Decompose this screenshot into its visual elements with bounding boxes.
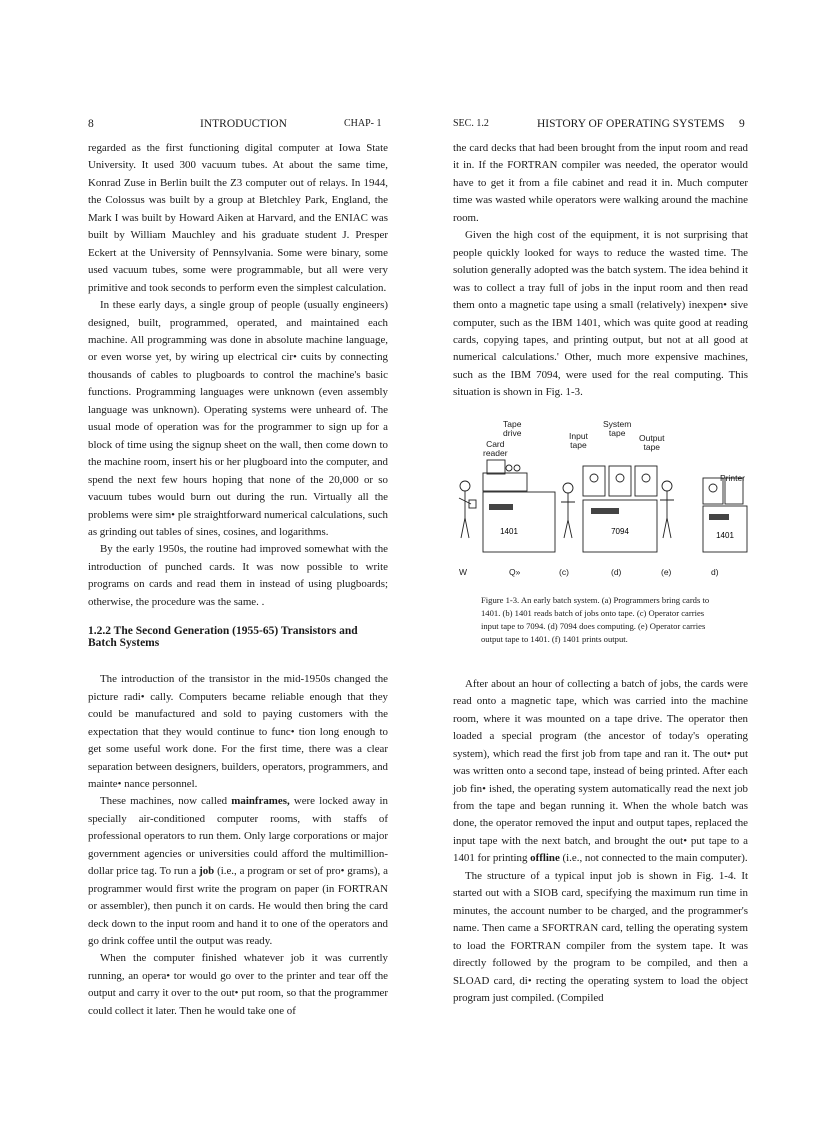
term-offline: offline bbox=[530, 852, 560, 865]
subfigure-letter-b: Q» bbox=[509, 566, 521, 577]
paragraph: Given the high cost of the equipment, it is not surprising that people quickly looked for ways to reduce the wasted time. The solution generally adopted was the batch system. The idea behind it was to collect a tray full of jobs in the input room and then read them onto a magnetic tape using a small (relatively) inexpen• sive computer, such as the IBM 1401, which was quite good at reading cards, copying tapes, and printing output, but not at all good at numerical calculations.' Other, much more expensive machines, such as the IBM 7094, were used for the real computing. This situation is shown in Fig. 1-3. bbox=[453, 229, 748, 399]
paragraph: By the early 1950s, the routine had improved somewhat with the introduction of punched cards. It was now possible to write programs on cards and read them in instead of using plugboards; otherwise, the procedure was the same. . bbox=[88, 543, 388, 608]
paragraph: regarded as the first functioning digital computer at Iowa State University. It used 300 vacuum tubes. At about the same time, Konrad Zuse in Berlin built the Z3 computer out of relays. In 1944, the Colossus was built by a group at Bletchley Park, England, the Mark I was built by Howard Aiken at Harvard, and the ENIAC was built by William Mauchley and his graduate student J. Presper Eckert at the University of Pennsylvania. Some were binary, some used vacuum tubes, some were programmable, but all were very primitive and took seconds to perform even the simplest calculation. bbox=[88, 142, 388, 294]
section-heading: 1.2.2 The Second Generation (1955-65) Transistors and Batch Systems bbox=[88, 625, 358, 650]
machine-label-1401: 1401 bbox=[500, 526, 518, 536]
paragraph: When the computer finished whatever job it was currently running, an opera• tor would go over to the printer and tear off the output and carry it over to the out• put room, so that the programmer could collect it later. Then he would take one of bbox=[88, 952, 388, 1017]
term-job: job bbox=[199, 865, 215, 878]
batch-system-figure bbox=[453, 418, 748, 588]
label-card-reader: Card reader bbox=[483, 438, 508, 458]
right-header-section: SEC. 1.2 bbox=[453, 118, 489, 129]
left-header-chapter: CHAP- 1 bbox=[344, 118, 382, 129]
label-output-tape: Output tape bbox=[639, 432, 665, 452]
subfigure-letter-e: (e) bbox=[661, 566, 672, 577]
machine-label-7094: 7094 bbox=[611, 526, 629, 536]
paragraph: After about an hour of collecting a batch of jobs, the cards were read onto a magnetic tape, which was carried into the machine room, where it was mounted on a tape drive. The operator then loaded a special program (the ancestor of today's operating system), which read the first job from tape and ran it. The out• put was written onto a second tape, instead of being printed. After each job fin• ished, the operating system automatically read the next job from the tape and began running it. When the whole batch was done, the operator removed the input and output tapes, replaced the input tape with the next batch, and brought the out• put tape to a 1401 for printing offline (i.e., not connected to the main computer). bbox=[453, 677, 748, 865]
right-page bbox=[453, 118, 748, 1007]
paragraph: In these early days, a single group of people (usually engineers) designed, built, programmed, operated, and maintained each machine. All programming was done in absolute machine language, or even worse yet, by wiring up electrical cir• cuits by connecting thousands of cables to plugboards to control the machine's basic functions. Programming languages were unknown (even assembly language was unknown). Operating systems were unheard of. The usual mode of operation was for the programmer to sign up for a block of time using the signup sheet on the wall, then come down to the machine room, insert his or her plugboard into the computer, and spend the next few hours hoping that none of the 20,000 or so vacuum tubes would burn out during the run. Virtually all the problems were sim• ple straightforward numerical calculations, such as grinding out tables of sines, cosines, and logarithms. bbox=[88, 299, 388, 538]
subfigure-letter-c: (c) bbox=[559, 566, 569, 577]
machine-label-1401-printer: 1401 bbox=[716, 530, 734, 540]
label-system-tape: System tape bbox=[603, 418, 632, 438]
right-header-title: HISTORY OF OPERATING SYSTEMS bbox=[537, 118, 725, 130]
subfigure-letter-f: d) bbox=[711, 566, 719, 577]
label-input-tape: Input tape bbox=[569, 430, 588, 450]
paragraph: the card decks that had been brought from the input room and read it in. If the FORTRAN compiler was needed, the operator would have to get it from a file cabinet and read it in. Much computer time was wasted while operators were walking around the machine room. bbox=[453, 142, 748, 224]
term-mainframes: mainframes, bbox=[231, 795, 290, 808]
right-page-number: 9 bbox=[739, 118, 745, 130]
subfigure-letter-a: W bbox=[459, 566, 468, 577]
left-header-title: INTRODUCTION bbox=[200, 118, 287, 130]
paragraph: These machines, now called mainframes, were locked away in specially air-conditioned computer rooms, with staffs of professional operators to run them. Only large corporations or major government agencies or universities could afford the multimillion-dollar price tag. To run a job (i.e., a program or set of pro• grams), a programmer would first write the program on paper (in FORTRAN or assembler), then punch it on cards. He would then bring the card deck down to the input room and hand it to one of the operators and go drink coffee until the output was ready. bbox=[88, 795, 388, 948]
right-running-header bbox=[453, 118, 748, 140]
label-printer: Printer bbox=[720, 472, 746, 483]
left-page bbox=[88, 118, 388, 1020]
paragraph: The introduction of the transistor in the mid-1950s changed the picture radi• cally. Computers became reliable enough that they could be manufactured and sold to paying customers with the expectation that they would continue to func• tion long enough to get some useful work done. For the first time, there was a clear separation between designers, builders, operators, programmers, and mainte• nance personnel. bbox=[88, 673, 388, 790]
subfigure-letter-d: (d) bbox=[611, 566, 622, 577]
paragraph: The structure of a typical input job is shown in Fig. 1-4. It started out with a SIOB card, specifying the maximum run time in minutes, the account number to be charged, and the programmer's name. Then came a SFORTRAN card, telling the operating system to load the FORTRAN compiler from the system tape. It was directly followed by the program to be compiled, and then a SLOAD card, di• recting the operating system to load the object program just compiled. (Compiled bbox=[453, 869, 748, 1004]
left-running-header bbox=[88, 118, 388, 140]
label-tape-drive: Tape drive bbox=[503, 418, 522, 438]
figure-caption: Figure 1-3. An early batch system. (a) Programmers bring cards to 1401. (b) 1401 reads batch of jobs onto tape. (c) Operator carries input tape to 7094. (d) 7094 does computing. (e) Operator carries output tape to 1401. (f) 1401 prints output. bbox=[481, 594, 710, 644]
left-page-number: 8 bbox=[88, 118, 94, 130]
